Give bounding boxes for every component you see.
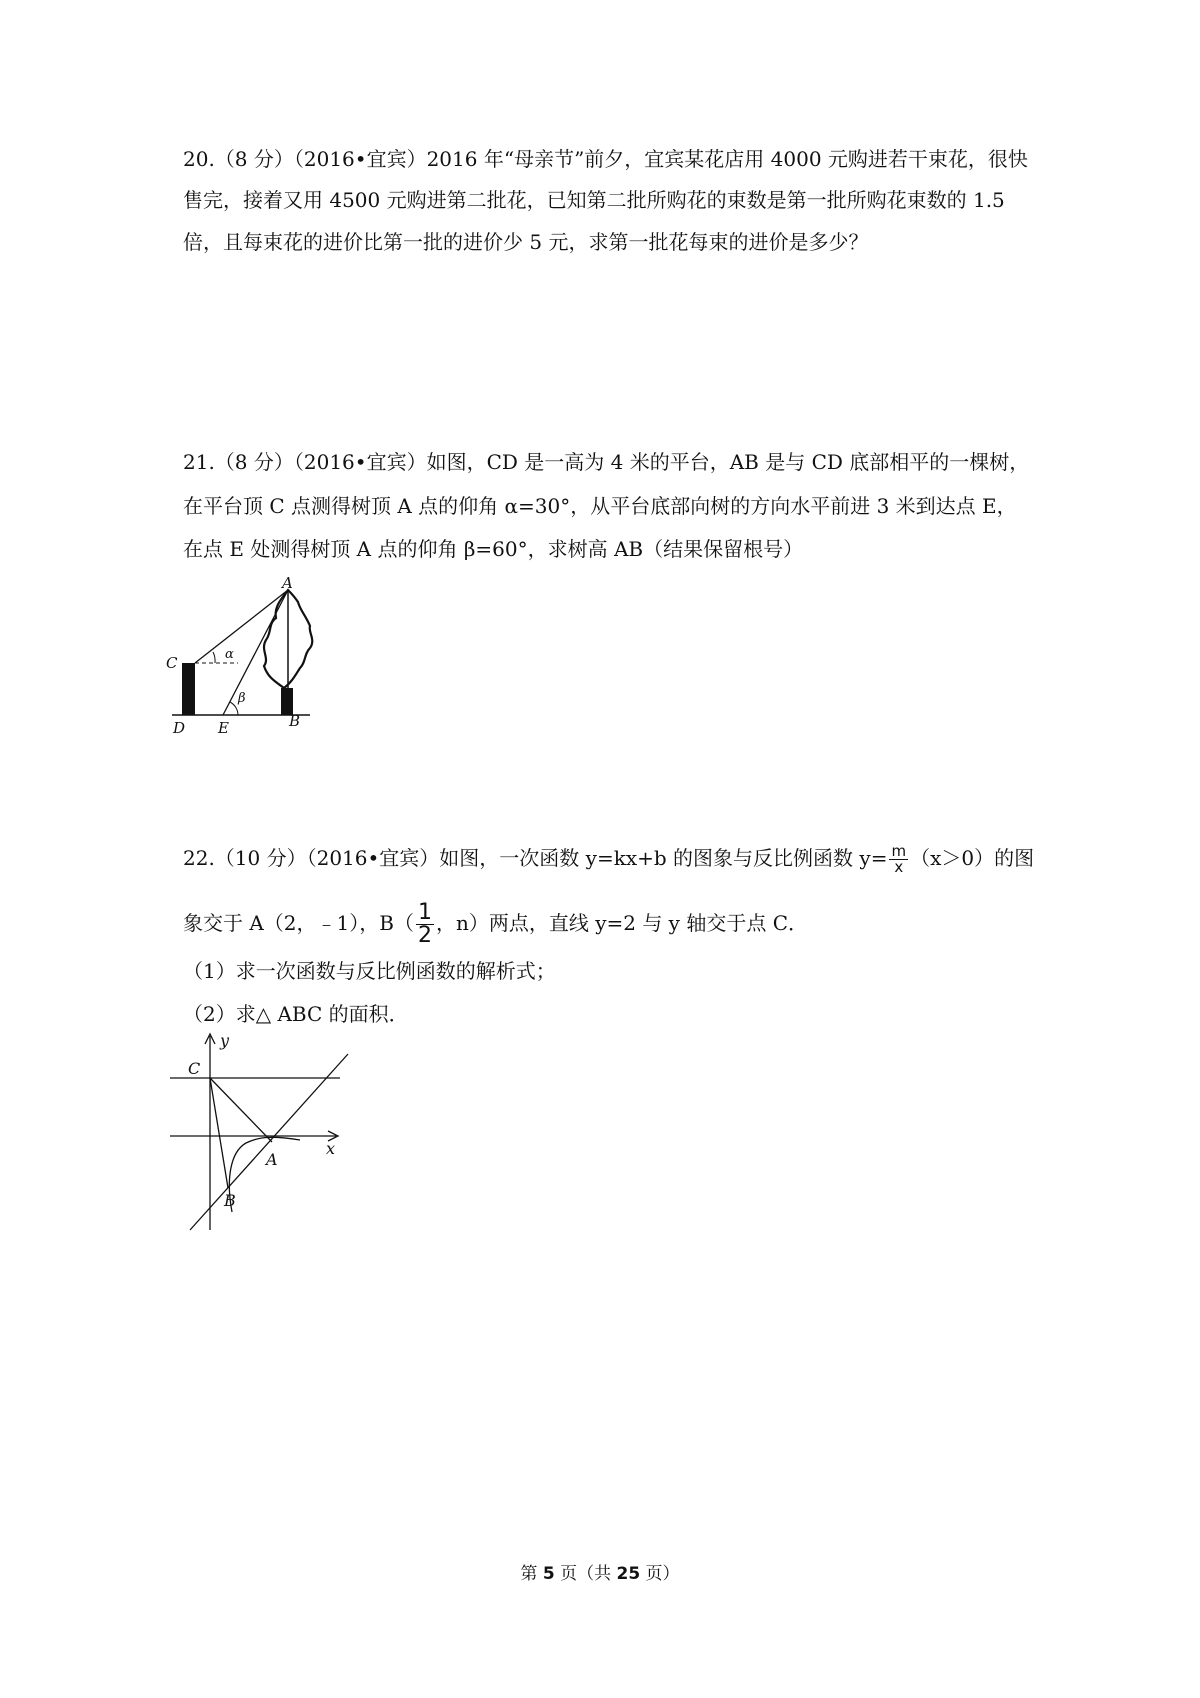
page-number: 5 — [542, 1564, 555, 1584]
label-b: B — [224, 1191, 236, 1210]
total-pages: 25 — [616, 1564, 641, 1584]
platform-cd — [182, 663, 195, 715]
q22-sub-2: （2）求△ ABC 的面积． — [183, 1002, 409, 1026]
q20-line-1: 20.（8 分）（2016•宜宾）2016 年“母亲节”前夕，宜宾某花店用 4000 元购进若干束花，很快 — [183, 147, 1028, 171]
q22-line-1-text: 22.（10 分）（2016•宜宾）如图，一次函数 y=kx+b 的图象与反比例函数 y= — [183, 846, 888, 870]
fraction-denominator: x — [894, 858, 904, 876]
label-c: C — [188, 1059, 201, 1078]
q22-line-1-tail: （x＞0）的图 — [910, 846, 1035, 870]
label-alpha: α — [225, 647, 234, 662]
label-beta: β — [238, 691, 246, 706]
line-ab — [190, 1054, 348, 1230]
fraction-one-half — [416, 902, 434, 947]
label-d: D — [173, 719, 186, 737]
q22-line-1 — [183, 844, 1034, 875]
q20-line-3: 倍，且每束花的进价比第一批的进价少 5 元，求第一批花每束的进价是多少？ — [183, 230, 869, 254]
q22-line-2 — [183, 902, 808, 947]
label-c: C — [166, 654, 178, 672]
q21-line-3: 在点 E 处测得树顶 A 点的仰角 β=60°，求树高 AB（结果保留根号） — [183, 537, 804, 561]
q21-line-1: 21.（8 分）（2016•宜宾）如图，CD 是一高为 4 米的平台，AB 是与 CD 底部相平的一棵树， — [183, 450, 1030, 474]
footer-suffix: 页） — [640, 1564, 680, 1584]
q20-line-2: 售完，接着又用 4500 元购进第二批花，已知第二批所购花的束数是第一批所购花束数的 1.5 — [183, 188, 1005, 212]
label-x: x — [326, 1139, 336, 1158]
q22-line-2-text: 象交于 A（2，﹣1），B（ — [183, 911, 414, 935]
angle-beta-arc — [230, 702, 238, 715]
q22-sub-1: （1）求一次函数与反比例函数的解析式； — [183, 959, 556, 983]
fraction-numerator: m — [891, 842, 907, 860]
angle-alpha-arc — [213, 652, 215, 663]
label-e: E — [218, 719, 229, 737]
fraction-m-over-x — [889, 844, 908, 875]
page-footer — [0, 1562, 1200, 1586]
function-graph-figure — [160, 1030, 360, 1235]
label-y: y — [220, 1031, 230, 1050]
tree-base — [281, 688, 293, 715]
fraction-numerator: 1 — [417, 900, 432, 925]
q22-line-2-tail: ，n）两点，直线 y=2 与 y 轴交于点 C． — [435, 911, 809, 935]
q21-line-2: 在平台顶 C 点测得树顶 A 点的仰角 α=30°，从平台底部向树的方向水平前进 3 米到达点 E， — [183, 494, 1017, 518]
fraction-denominator: 2 — [417, 923, 432, 948]
footer-prefix: 第 — [520, 1564, 543, 1584]
label-b: B — [289, 712, 301, 730]
label-a: A — [266, 1150, 278, 1169]
footer-middle: 页（共 — [554, 1564, 617, 1584]
sight-line-ca — [195, 590, 288, 663]
tree-elevation-figure — [160, 570, 360, 740]
label-a: A — [282, 574, 293, 592]
